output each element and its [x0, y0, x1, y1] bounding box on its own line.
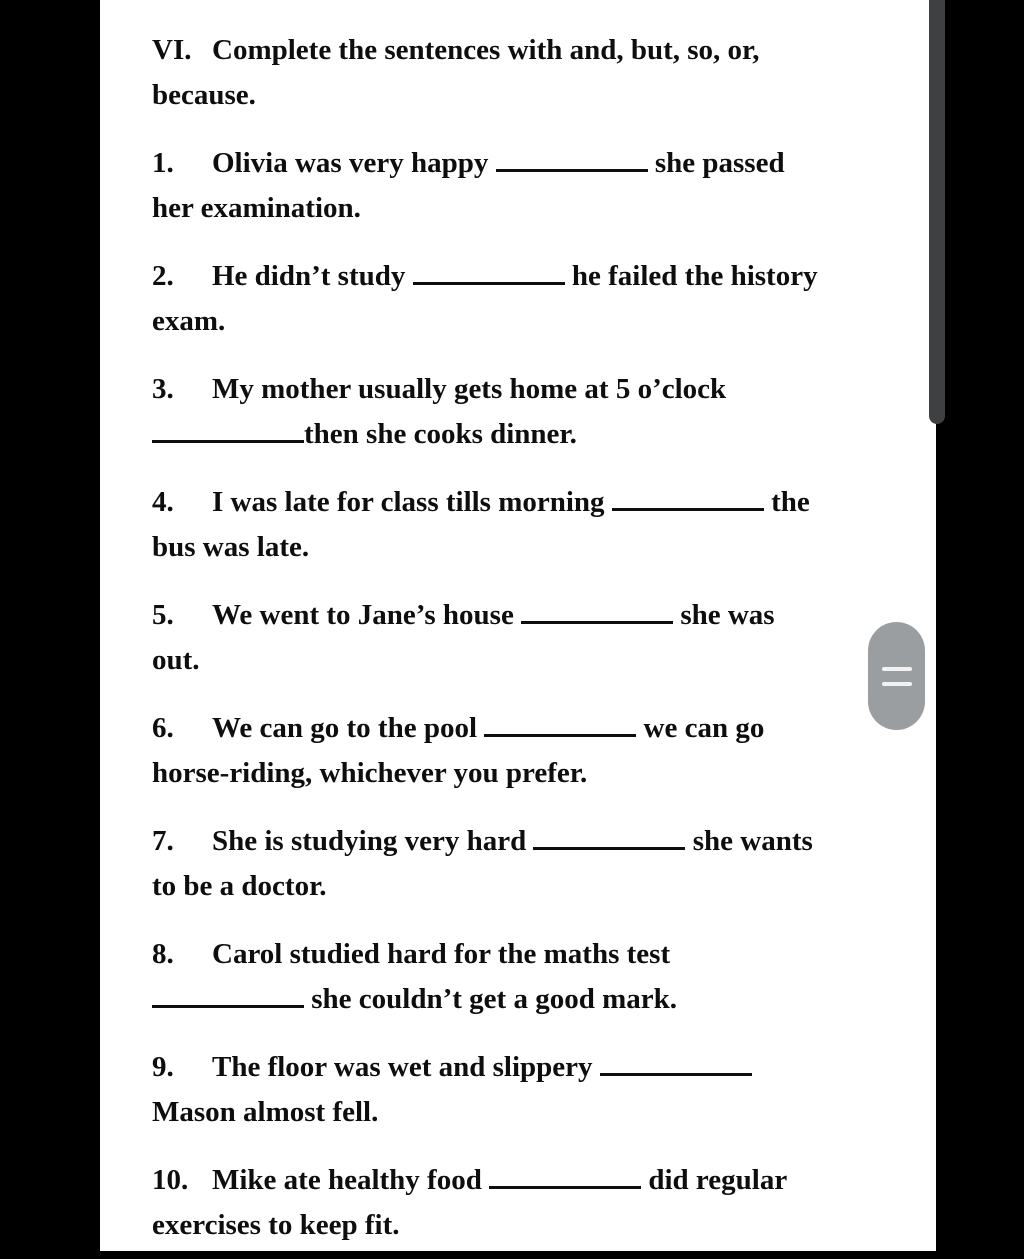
text-line: VI. Complete the sentences with and, but, so, or, [152, 28, 896, 73]
exercise-item [152, 1045, 896, 1135]
exercise-list [152, 141, 896, 1248]
text-line: 1. Olivia was very happy she passed [152, 141, 896, 186]
text-line: exercises to keep fit. [152, 1209, 400, 1241]
text-line: 4. I was late for class tills morning the [152, 480, 896, 525]
text-line: 8. Carol studied hard for the maths test [152, 932, 896, 977]
exercise-item [152, 1158, 896, 1248]
item-number: 2. [152, 260, 174, 292]
text-line: 9. The floor was wet and slippery [152, 1045, 896, 1090]
drag-handle-line-icon [882, 667, 912, 671]
text-line: exam. [152, 305, 226, 337]
item-number: 8. [152, 938, 174, 970]
item-number: 10. [152, 1164, 189, 1196]
answer-blank [152, 999, 304, 1008]
answer-blank [484, 728, 636, 737]
item-number: 6. [152, 712, 174, 744]
exercise-item [152, 480, 896, 570]
scroll-drag-handle[interactable] [868, 622, 925, 730]
answer-blank [152, 434, 304, 443]
item-number: 7. [152, 825, 174, 857]
item-number: 1. [152, 147, 174, 179]
exercise-item [152, 706, 896, 796]
answer-blank [612, 502, 764, 511]
exercise-item [152, 254, 896, 344]
text-line: then she cooks dinner. [152, 412, 896, 457]
section-number: VI. [152, 34, 192, 66]
exercise-item [152, 593, 896, 683]
text-line: 7. She is studying very hard she wants [152, 819, 896, 864]
section-heading [152, 28, 896, 118]
exercise-item [152, 367, 896, 457]
text-line: Mason almost fell. [152, 1096, 379, 1128]
item-number: 4. [152, 486, 174, 518]
text-line: 6. We can go to the pool we can go [152, 706, 896, 751]
answer-blank [413, 276, 565, 285]
answer-blank [496, 163, 648, 172]
item-number: 3. [152, 373, 174, 405]
text-line: her examination. [152, 192, 361, 224]
text-line: 10. Mike ate healthy food did regular [152, 1158, 896, 1203]
worksheet-page [100, 0, 936, 1251]
text-line: she couldn’t get a good mark. [152, 977, 896, 1022]
answer-blank [489, 1180, 641, 1189]
text-line: horse-riding, whichever you prefer. [152, 757, 588, 789]
answer-blank [533, 841, 685, 850]
answer-blank [600, 1067, 752, 1076]
text-line: bus was late. [152, 531, 310, 563]
text-line: 5. We went to Jane’s house she was [152, 593, 896, 638]
item-number: 5. [152, 599, 174, 631]
text-line: 2. He didn’t study he failed the history [152, 254, 896, 299]
answer-blank [521, 615, 673, 624]
item-number: 9. [152, 1051, 174, 1083]
bottom-letterbox-bar [0, 1251, 1024, 1259]
text-line: out. [152, 644, 200, 676]
exercise-item [152, 932, 896, 1022]
text-line: 3. My mother usually gets home at 5 o’clock [152, 367, 896, 412]
text-line: to be a doctor. [152, 870, 327, 902]
exercise-item [152, 141, 896, 231]
drag-handle-line-icon [882, 682, 912, 686]
scrollbar-thumb[interactable] [929, 0, 945, 424]
exercise-item [152, 819, 896, 909]
text-line: because. [152, 79, 256, 111]
